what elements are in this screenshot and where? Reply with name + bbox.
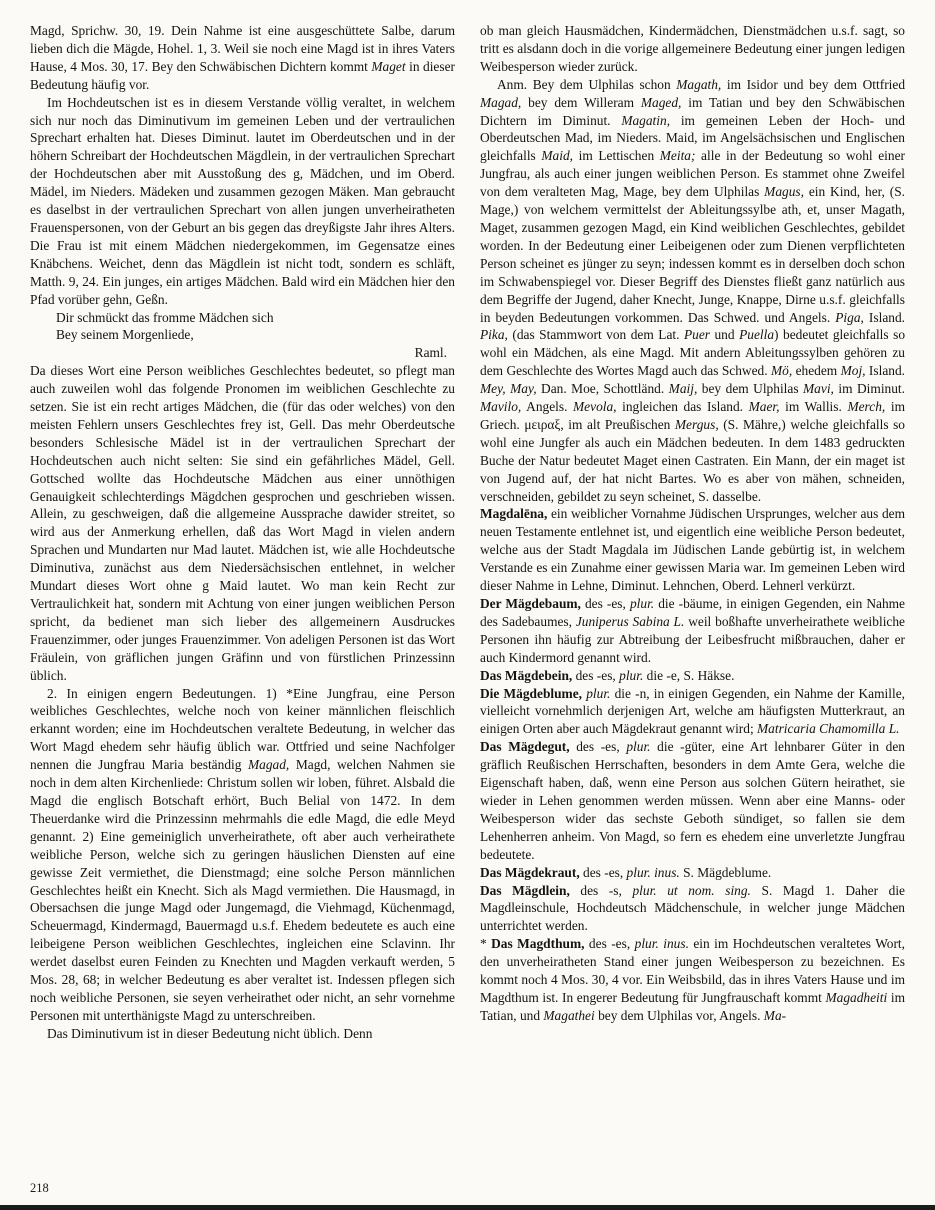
text-run: plur. inus. <box>634 936 689 952</box>
paragraph <box>480 685 905 739</box>
verse-line <box>30 326 455 344</box>
paragraph <box>480 22 905 76</box>
text-run: im Wallis. <box>779 399 848 415</box>
text-run: ob man gleich Hausmädchen, Kindermädchen, Dienstmädchen u.s.f. sagt, so tritt es alsdann doch in die vorige allgemeinere Bedeutung einer jungen ledigen Weibesperson wieder zurück. <box>480 23 905 74</box>
text-run: des -es, <box>584 936 635 952</box>
text-run: ein im Hochdeutschen veraltetes Wort, den unverheiratheten Stand einer jungen Weibesperson zu bezeichnen. Es kommt noch 4 Mos. 30, 4 vor. Ein Weibsbild, das in ihres Vaters Hause und im Magdthum ist. In engerer Bedeutung für Jungfrauschaft kommt <box>480 936 905 1005</box>
text-run: Raml. <box>414 345 447 361</box>
text-run: Maid, <box>541 148 574 164</box>
attribution-line <box>30 344 455 362</box>
text-run: Island. <box>865 363 905 379</box>
right-column <box>480 22 905 1043</box>
text-run: Da dieses Wort eine Person weibliches Geschlechtes bedeutet, so pflegt man auch zuweilen wohl das folgende Pronomen im weiblichen Geschlechte zu setzen. Sie ist ein recht artiges Mädchen, die (für das oder welches) von den meisten Fehlern unsers Geschlechtes frey ist, Gell. Das mehr Oberdeutsche besonders Schlesische Mädel ist in der vertraulichen Sprechart der Hochdeutschen auch nicht selten: Sie sind ein gefährliches Mädel, Gell. Gottsched wollte das Hochdeutsche Mädchen aus einer unnöthigen Genauigkeit schlechterdings Mägdchen gesprochen und geschrieben wissen. Allein, zu geschweigen, daß die allgemeine Aussprache dawider streitet, so wird aus der Anmerkung erhellen, daß das Wort Magd in vielen andern Sprachen und Mundarten nur Mad lautet. Mädchen ist, wie alle Hochdeutsche Diminutiva, zunächst aus dem Niedersächsischen entlehnet, in welcher Mundart dieses Wort ohne g Maid lautet. Wo man kein Recht zur Vertraulichkeit hat, sondern mit Achtung von einer jungen weiblichen Person spricht, da bedienet man sich lieber des allgemeinern Ausdruckes Frauenzimmer, oder junges Frauenzimmer. Von adeligen Personen ist das Wort Fräulein, von gräflichen jungen Gräfinn und von fürstlichen Prinzessinn üblich. <box>30 363 455 683</box>
text-run: Magadheiti <box>825 989 888 1005</box>
text-run: Magathei <box>543 1007 595 1023</box>
paragraph <box>480 667 905 685</box>
bottom-edge-rule <box>0 1205 935 1210</box>
text-run: ein weiblicher Vornahme Jüdischen Ursprunges, welcher aus dem neuen Testamente entlehnet ist, und eigentlich eine weibliche Person bedeutet, welche aus der Stadt Magdala im Jüdischen Lande gebürtig ist, in welchem Verstande es ein Zunahme einer gewissen Maria war. Im gemeinen Leben wird dieser Nahme in Lehne, Diminut. Lehnchen, Oberd. Lehnerl verkürzt. <box>480 506 905 594</box>
text-run: S. Mägdeblume. <box>679 864 772 880</box>
page-footer <box>30 1181 49 1196</box>
text-run: Magad, <box>480 94 522 110</box>
text-run: Das Diminutivum ist in dieser Bedeutung nicht üblich. Denn <box>47 1025 373 1041</box>
text-run: Magd, Sprichw. 30, 19. Dein Nahme ist eine ausgeschüttete Salbe, darum lieben dich die Mägde, Hohel. 1, 3. Weil sie noch eine Magd ist in ihres Vaters Hause, 4 Mos. 30, 17. Bey den Schwäbischen Dichtern kommt <box>30 23 455 74</box>
text-run: die -e, S. Häkse. <box>643 667 735 683</box>
text-run: Ma- <box>763 1007 787 1023</box>
text-run: bey dem Ulphilas vor, Angels. <box>594 1007 764 1023</box>
text-run: Mö, <box>770 363 793 379</box>
paragraph <box>30 1025 455 1043</box>
paragraph <box>30 685 455 1025</box>
verse-line <box>30 309 455 327</box>
text-run: ehedem <box>792 363 841 379</box>
paragraph <box>30 362 455 684</box>
text-run: plur. inus. <box>626 864 680 880</box>
text-run: Maij, <box>668 381 698 397</box>
text-run: S. Magd 1. Daher die Magdleinschule, Hochdeutsch Mädchenschule, in welcher junge Mädchen unterrichtet werden. <box>480 882 905 934</box>
text-run: Island. <box>863 309 905 325</box>
text-run: die -n, in einigen Gegenden, ein Nahme der Kamille, vielleicht vornehmlich derjenigen Art, welche am häufigsten Mutterkraut, an einigen Orten aber auch Mägdekraut genannt wird; <box>480 685 905 737</box>
text-run: alle in der Bedeutung so wohl einer Jungfrau, als auch einer jungen weiblichen Person. Es stammet ohne Zweifel von dem veralteten Mag, Mage, bey dem Ulphilas <box>480 148 905 200</box>
text-run: weil boßhafte unverheirathete weibliche Personen ihn häufig zur Abtreibung der Leibesfrucht mißbrauchen, daher er auch Kindermord genannt wird. <box>480 613 905 665</box>
text-run: ) bedeutet gleichfalls so wohl ein Mädchen, als eine Magd. Mit andern Ableitungssylben gehören zu dem Geschlechte des Wortes Magd auch das Schwed. <box>480 327 905 379</box>
text-run: Mergus, <box>674 416 719 432</box>
entry-headword: Das Mägdegut, <box>480 739 570 755</box>
left-column <box>30 22 455 1043</box>
text-run: des -es, <box>572 667 620 683</box>
text-run: Moj, <box>840 363 866 379</box>
text-run: Magus, <box>764 184 804 200</box>
text-run: Magath, <box>676 76 722 92</box>
text-run: Pika, <box>480 327 508 343</box>
text-run: Puella <box>739 327 775 343</box>
text-run: plur. ut nom. sing. <box>632 882 751 898</box>
text-run: Magd, welchen Nahmen sie noch in dem alten Kirchenliede: Christum sollen wir loben, führet. Alsbald die Magd die englisch Botschaft erhört, Buch Belial von 1472. In dem Theuerdanke wird die Prinzessinn mehrmahls die edle Magd, die edle Meyd genannt. 2) Eine gemeiniglich unverheirathete, oft aber auch verheirathete weibliche Person, welche sich zu geringen häuslichen Diensten auf eine gewisse Zeit vermiethet, die Dienstmagd; eine solche Person männlichen Geschlechtes heißt ein Knecht. Sich als Magd vermiethen. Die Hausmagd, in Obersachsen die junge Magd oder Jungemagd, die Viehmagd, Küchenmagd, Scheuermagd, Kindermagd, Bauermagd u.s.f. Ehedem bedeutete es auch eine leibeigene Person weiblichen Geschlechtes, ingleichen eine Sclavinn. Ihr werdet daselbst euren Feinden zu Knechten und Magden verkauft werden, 5 Mos. 28, 68; in welcher Bedeutung es aber veraltet ist. Indessen pflegen sich noch weibliche Personen, sie seyen verheirathet oder nicht, an sehr vornehme Personen mit unterthänigste Magd zu unterschreiben. <box>30 757 455 1023</box>
text-run: plur. <box>629 596 655 611</box>
text-run: Mavi, <box>803 381 834 397</box>
text-run: Maer, <box>748 399 780 415</box>
text-run: Juniperus Sabina L. <box>575 613 685 629</box>
paragraph <box>480 595 905 667</box>
text-run: im Tatian und bey den Schwäbischen Dichtern im Diminut. <box>480 94 905 128</box>
text-run: Anm. Bey dem Ulphilas schon <box>497 76 677 92</box>
text-run: Merch, <box>847 399 886 415</box>
text-run: Angels. <box>521 399 574 415</box>
text-run: Puer <box>683 327 710 343</box>
paragraph <box>480 76 905 506</box>
paragraph <box>480 935 905 1025</box>
paragraph <box>30 22 455 94</box>
paragraph <box>480 505 905 595</box>
text-run: im Diminut. <box>833 381 905 397</box>
text-run: des -es, <box>569 739 627 755</box>
paragraph <box>480 738 905 863</box>
text-run: und <box>710 327 740 343</box>
text-run: Dan. Moe, Schottländ. <box>536 381 669 397</box>
text-run: plur. <box>626 739 651 755</box>
text-run: Im Hochdeutschen ist es in diesem Verstande völlig veraltet, in welchem sich nur noch das Diminutivum im gemeinen Leben und der vertraulichen Sprechart erhalten hat. Dieses Diminut. lautet im Oberdeutschen und in der höhern Schreibart der Hochdeutschen Mägdlein, in der vertraulichen Sprechart der Hochdeutschen aber mit Ausstoßung des g, Mädchen, und im Oberd. Mädel, im Nieders. Mädeken und zusammen gezogen Mäken. Man gebraucht es daselbst in der vertraulichen Sprechart von allen jungen unverheiratheten Frauenspersonen, von der Geburt an bis gegen das dreyßigste Jahr ihres Alters. Die Frau ist mit einem Mädchen niedergekommen, im Gegensatze eines Knäbchens. Weichet, denn das Mägdlein ist nicht todt, sondern es schläft, Matth. 9, 24. Ein junges, ein artiges Mädchen. Bald wird ein Mädchen hier den Pfad vorüber gehn, Geßn. <box>30 94 455 307</box>
page-number: 218 <box>30 1181 49 1195</box>
text-run: im Griech. μειραξ, im alt Preußischen <box>480 399 905 432</box>
paragraph <box>480 882 905 936</box>
text-run: plur. <box>619 667 644 683</box>
text-run: 2. In einigen engern Bedeutungen. 1) *Eine Jungfrau, eine Person weibliches Geschlechtes, welche noch von keiner männlichen fleischlich erkannt worden; eine im Hochdeutschen veraltete Bedeutung, in welcher das Wort Magd ehedem sehr häufig üblich war. Ottfried und seine Nachfolger nennen die Jungfrau Maria beständig <box>30 685 455 773</box>
text-run: Bey seinem Morgenliede, <box>56 327 194 343</box>
text-run: Matricaria Chamomilla L. <box>757 721 900 737</box>
text-run: ein Kind, her, (S. Mage,) von welchem vermittelst der Ableitungssylbe ath, et, unser Magath, Maget, zusammen gezogen Magd, ein Kind weiblichen Geschlechtes, gebildet worden. In der Bedeutung einer Leibeigenen oder zum Dienen verpflichteten Person scheinet es jünger zu seyn; indessen kommt es in derselben doch schon im Schwabenspiegel vor. Dieser Begriff des Dienstes fließt ganz natürlich aus dem Begriffe der Jugend, daher Knecht, Junge, Knappe, Dirne u.s.f. gleichfalls in beyden Bedeutungen vorkommen. Das Schwed. und Angels. <box>480 184 905 325</box>
paragraph <box>480 864 905 882</box>
text-run: plur. <box>586 685 611 701</box>
text-run: in dieser Bedeutung häufig vor. <box>30 58 455 92</box>
text-run: bey dem Ulphilas <box>697 381 804 397</box>
text-run: Magad, <box>248 757 290 773</box>
text-run: Piga, <box>835 309 864 325</box>
text-run: ingleichen das Island. <box>616 399 749 415</box>
text-run: Magatin, <box>621 112 671 128</box>
text-run: (das Stammwort von dem Lat. <box>507 327 684 343</box>
text-run: die -bäume, in einigen Gegenden, ein Nahme des Sadebaumes, <box>480 596 905 629</box>
text-run: Maget <box>371 58 406 74</box>
entry-headword: Das Mägdekraut, <box>480 864 580 880</box>
entry-headword: Das Mägdebein, <box>480 667 573 683</box>
text-columns <box>30 22 905 1043</box>
text-run: Mevola, <box>573 399 617 415</box>
entry-headword: Der Mägdebaum, <box>480 596 581 611</box>
entry-headword: Magdalēna, <box>480 506 548 522</box>
text-run: Dir schmückt das fromme Mädchen sich <box>56 309 274 325</box>
text-run: Meita; <box>659 148 696 164</box>
text-run: des -es, <box>580 596 630 611</box>
text-run: (S. Mähre,) welche gleichfalls so wohl eine Jungfer als auch ein Mädchen bedeuten. In dem 1483 gedruckten Buche der Natur bedeutet Maget einen Castraten. Ein Mann, der ein maget ist von Jugend auf, der hat nicht Bartes. Wo es aber von mähen, schneiden, verschneiden, gebildet zu seyn scheinet, S. dasselbe. <box>480 416 905 504</box>
paragraph <box>30 94 455 309</box>
text-run: im Tatian, und <box>480 989 905 1023</box>
text-run: Mey, May, <box>480 381 537 397</box>
text-run: die -güter, eine Art lehnbarer Güter in den gräflich Reußischen Herrschaften, besonders in dem Amte Gera, welche die Eigenschaft haben, daß, wenn eine Person aus solchen Gütern heirathet, sie wieder in Lehen genommen werden müssen. Wenn aber eine Manns- oder Weibesperson wider das sechste Geboth sündiget, so fallen sie dem Lehenherren anheim. Von Magd, so fern es ehedem eine unverletzte Jungfrau bedeutete. <box>480 739 905 862</box>
text-run: im Lettischen <box>573 148 660 164</box>
text-run: des -s, <box>569 882 633 898</box>
text-run: im Isidor und bey dem Ottfried <box>721 76 905 92</box>
text-run: * <box>480 936 492 952</box>
entry-headword: Die Mägdeblume, <box>480 685 583 701</box>
text-run: Mavilo, <box>480 399 522 415</box>
text-run: des -es, <box>579 864 627 880</box>
entry-headword: Das Magdthum, <box>491 936 585 952</box>
text-run: Maged, <box>640 94 682 110</box>
entry-headword: Das Mägdlein, <box>480 882 570 898</box>
text-run: im gemeinen Leben der Hoch- und Oberdeutschen Mad, im Nieders. Maid, im Angelsächsischen und Englischen gleichfalls <box>480 112 905 164</box>
text-run: bey dem Willeram <box>521 94 641 110</box>
